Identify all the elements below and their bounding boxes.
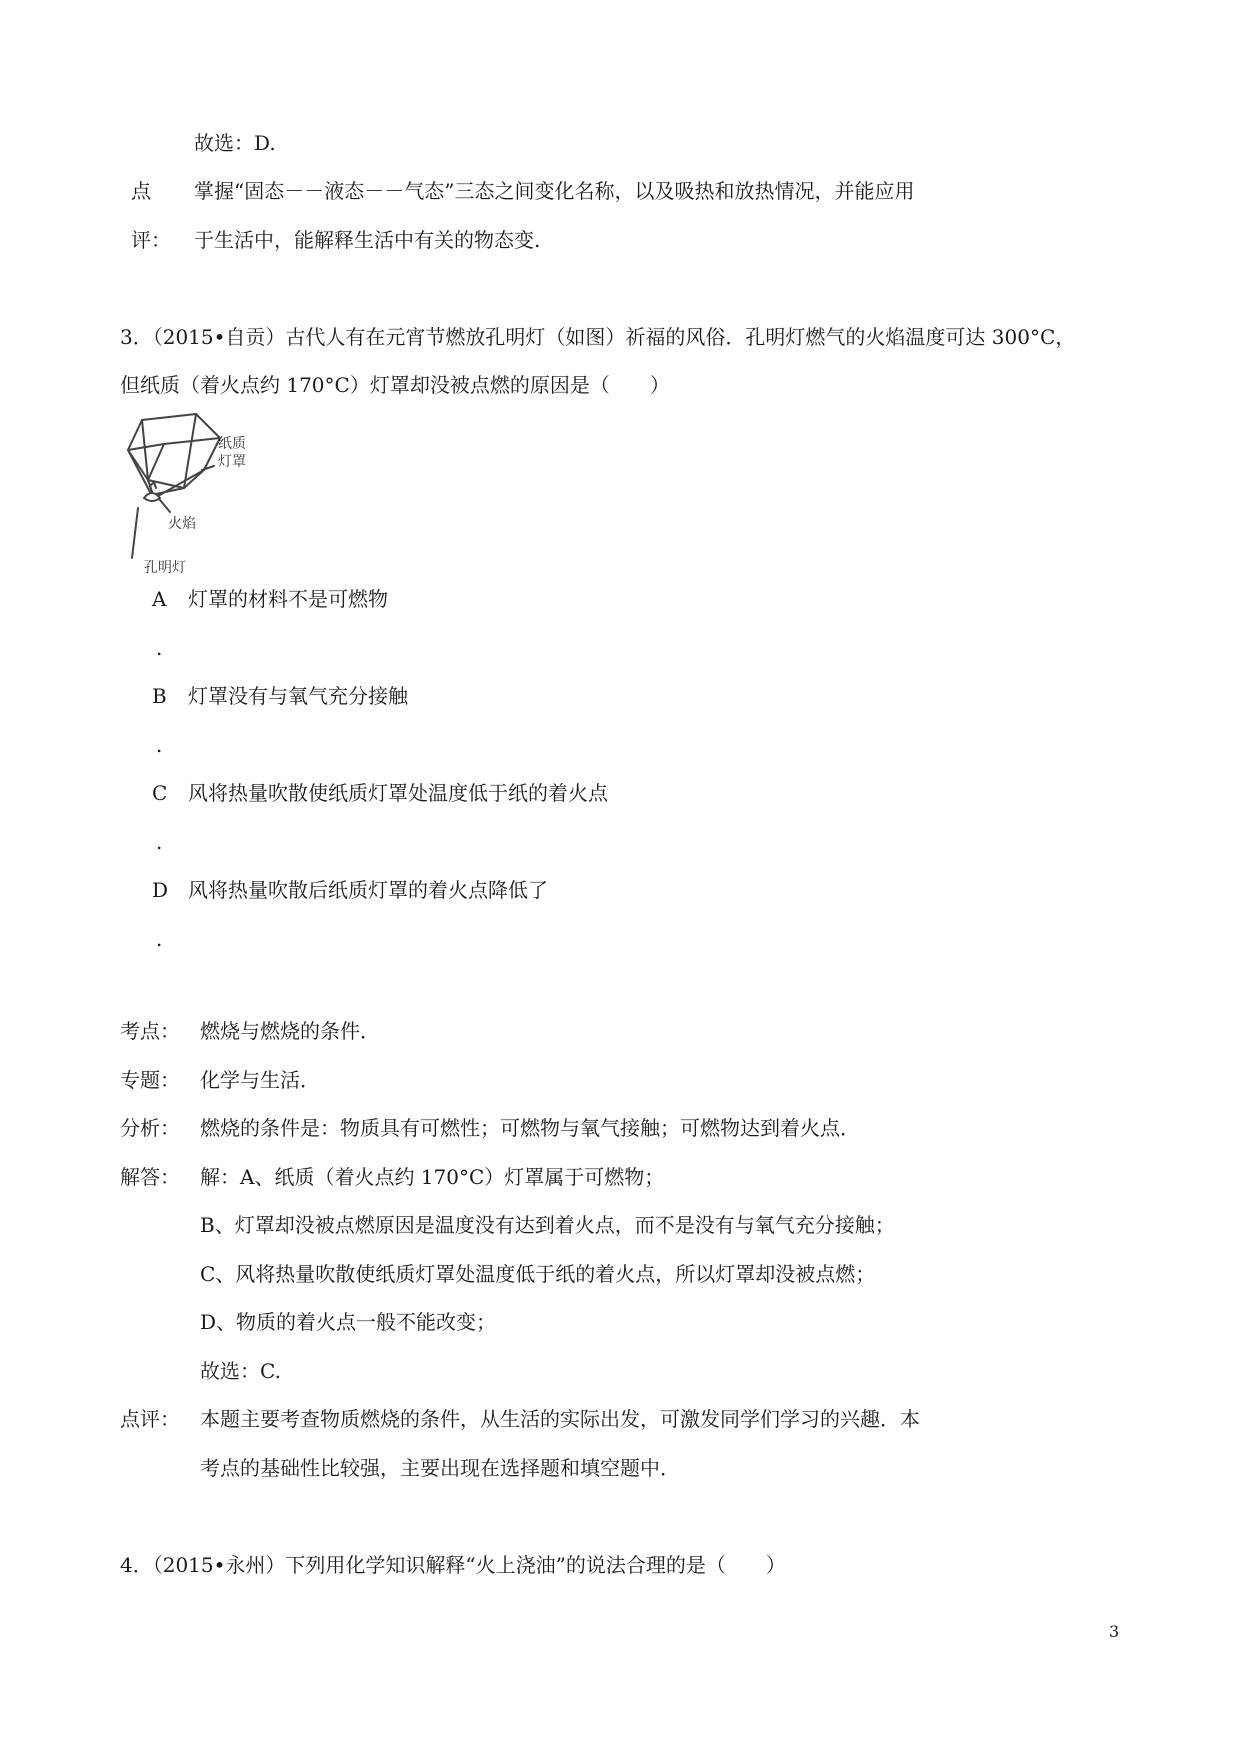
option-a-text: 灯罩的材料不是可燃物 bbox=[188, 587, 388, 611]
prev-comment-line-1: 掌握“固态－－液态－－气态”三态之间变化名称，以及吸热和放热情况，并能应用 bbox=[194, 179, 915, 203]
option-a-dot: . bbox=[156, 636, 163, 660]
option-c-letter: C bbox=[152, 781, 168, 805]
option-d-text: 风将热量吹散后纸质灯罩的着火点降低了 bbox=[188, 878, 548, 902]
dianping-line: 本题主要考查物质燃烧的条件，从生活的实际出发，可激发同学们学习的兴趣．本 bbox=[200, 1407, 920, 1431]
option-b-letter: B bbox=[152, 684, 167, 708]
kaodian-label: 考点： bbox=[120, 1019, 180, 1043]
option-c-text: 风将热量吹散使纸质灯罩处温度低于纸的着火点 bbox=[188, 781, 608, 805]
jieda-line: B、灯罩却没被点燃原因是温度没有达到着火点，而不是没有与氧气充分接触； bbox=[200, 1213, 895, 1237]
jieda-line: 解：A、纸质（着火点约 170°C）灯罩属于可燃物； bbox=[200, 1165, 665, 1189]
jieda-answer: 故选：C. bbox=[200, 1359, 281, 1383]
prev-comment-line-2: 于生活中，能解释生活中有关的物态变. bbox=[194, 228, 541, 252]
jieda-label: 解答： bbox=[120, 1165, 180, 1189]
figure-caption: 孔明灯 bbox=[144, 560, 186, 576]
q4-stem: 4．（2015•永州）下列用化学知识解释“火上浇油”的说法合理的是（ ） bbox=[120, 1553, 786, 1577]
fenxi-label: 分析： bbox=[120, 1116, 180, 1140]
option-c-dot: . bbox=[156, 830, 163, 854]
zhuanti-label: 专题： bbox=[120, 1068, 180, 1092]
kongming-lantern-figure bbox=[118, 408, 268, 576]
option-b-text: 灯罩没有与氧气充分接触 bbox=[188, 684, 408, 708]
prev-comment-label-1: 点 bbox=[131, 179, 151, 203]
jieda-line: D、物质的着火点一般不能改变； bbox=[200, 1310, 497, 1334]
jieda-line: C、风将热量吹散使纸质灯罩处温度低于纸的着火点，所以灯罩却没被点燃； bbox=[200, 1262, 876, 1286]
dianping-label: 点评： bbox=[120, 1407, 180, 1431]
kaodian-text: 燃烧与燃烧的条件． bbox=[200, 1019, 380, 1043]
figure-label-shade-1: 纸质 bbox=[218, 436, 246, 452]
figure-label-shade-2: 灯罩 bbox=[218, 454, 246, 470]
prev-answer: 故选：D. bbox=[194, 131, 276, 155]
q3-stem-line-2: 但纸质（着火点约 170°C）灯罩却没被点燃的原因是（ ） bbox=[120, 373, 670, 397]
page-number: 3 bbox=[1109, 1622, 1120, 1641]
figure-label-flame: 火焰 bbox=[168, 516, 196, 532]
zhuanti-text: 化学与生活． bbox=[200, 1068, 320, 1092]
dianping-line: 考点的基础性比较强，主要出现在选择题和填空题中． bbox=[200, 1456, 680, 1480]
option-a-letter: A bbox=[152, 587, 167, 611]
fenxi-text: 燃烧的条件是：物质具有可燃性；可燃物与氧气接触；可燃物达到着火点． bbox=[200, 1116, 860, 1140]
q3-stem-line-1: 3．（2015•自贡）古代人有在元宵节燃放孔明灯（如图）祈福的风俗．孔明灯燃气的火焰温度可达 300°C， bbox=[120, 325, 1076, 349]
option-b-dot: . bbox=[156, 733, 163, 757]
option-d-letter: D bbox=[152, 878, 169, 902]
prev-comment-label-2: 评： bbox=[131, 228, 171, 252]
option-d-dot: . bbox=[156, 927, 163, 951]
